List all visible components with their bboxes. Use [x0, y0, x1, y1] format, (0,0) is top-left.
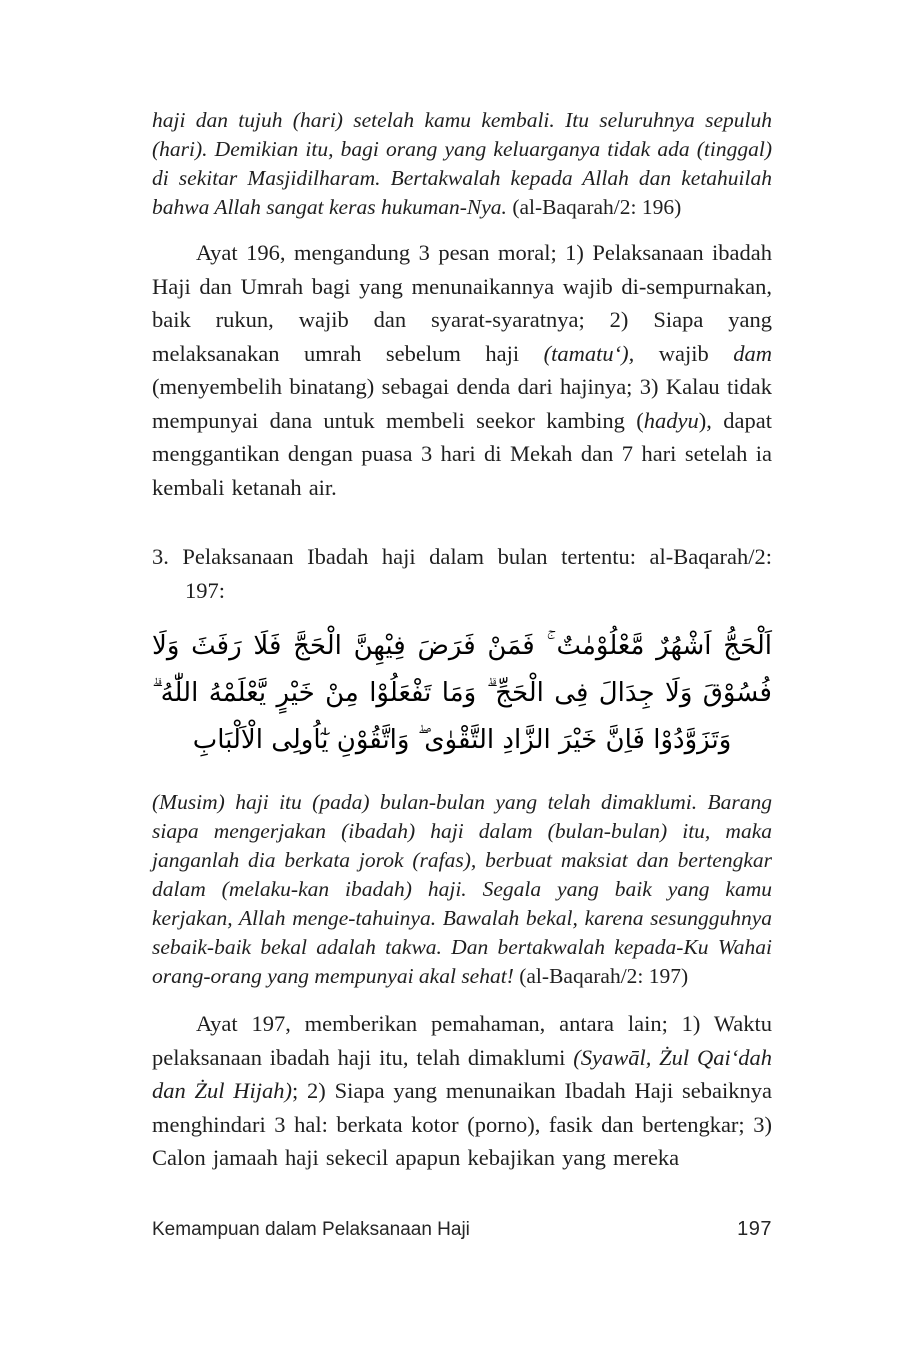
verse-translation-197: (Musim) haji itu (pada) bulan-bulan yang telah dimaklumi. Barang siapa mengerjakan (ibadah) haji dalam (bulan-bulan) itu, maka janganlah dia berkata jorok (rafas), berbuat maksiat dan bertengkar dalam (melaku-kan ibadah) haji. Segala yang baik yang kamu kerjakan, Allah menge-tahuinya. Bawalah bekal, karena sesungguhnya sebaik-baik bekal adalah takwa. Dan bertakwalah kepada-Ku Wahai orang-orang yang mempunyai akal sehat! (al-Baqarah/2: 197): [152, 790, 772, 988]
section-item-3-heading: 3. Pelaksanaan Ibadah haji dalam bulan tertentu: al-Baqarah/2: 197:: [152, 544, 772, 603]
page-footer: [152, 1218, 772, 1241]
commentary-ayat-196: Ayat 196, mengandung 3 pesan moral; 1) Pelaksanaan ibadah Haji dan Umrah bagi yang menunaikannya wajib di-sempurnakan, baik rukun, wajib dan syarat-syaratnya; 2) Siapa yang melaksanakan umrah sebelum haji (tamatu‘), wajib dam (menyembelih binatang) sebagai denda dari hajinya; 3) Kalau tidak mempunyai dana untuk membeli seekor kambing (hadyu), dapat menggantikan dengan puasa 3 hari di Mekah dan 7 hari setelah ia kembali ketanah air.: [152, 240, 772, 500]
page-content: [152, 106, 772, 1175]
commentary-ayat-197: Ayat 197, memberikan pemahaman, antara lain; 1) Waktu pelaksanaan ibadah haji itu, telah dimaklumi (Syawāl, Żul Qai‘dah dan Żul Hijah); 2) Siapa yang menunaikan Ibadah Haji sebaiknya menghindari 3 hal: berkata kotor (porno), fasik dan bertengkar; 3) Calon jamaah haji sekecil apapun kebajikan yang mereka: [152, 1011, 772, 1170]
verse-translation-196: haji dan tujuh (hari) setelah kamu kembali. Itu seluruhnya sepuluh (hari). Demikian itu, bagi orang yang keluarganya tidak ada (tinggal) di sekitar Masjidilharam. Bertakwalah kepada Allah dan ketahuilah bahwa Allah sangat keras hukuman-Nya. (al-Baqarah/2: 196): [152, 108, 772, 219]
running-footer-title: Kemampuan dalam Pelaksanaan Haji: [152, 1219, 470, 1240]
page-number: 197: [737, 1218, 772, 1240]
arabic-verse-al-baqarah-197: اَلْحَجُّ اَشْهُرٌ مَّعْلُوْمٰتٌ ۚ فَمَنْ فَرَضَ فِيْهِنَّ الْحَجَّ فَلَا رَفَثَ وَلَا فُسُوْقَ وَلَا جِدَالَ فِى الْحَجِّ ۗ وَمَا تَفْعَلُوْا مِنْ خَيْرٍ يَّعْلَمْهُ اللّٰهُ ۗ وَتَزَوَّدُوْا فَاِنَّ خَيْرَ الزَّادِ التَّقْوٰى ۖ وَاتَّقُوْنِ يٰٓاُولِى الْاَلْبَابِ: [152, 631, 772, 755]
